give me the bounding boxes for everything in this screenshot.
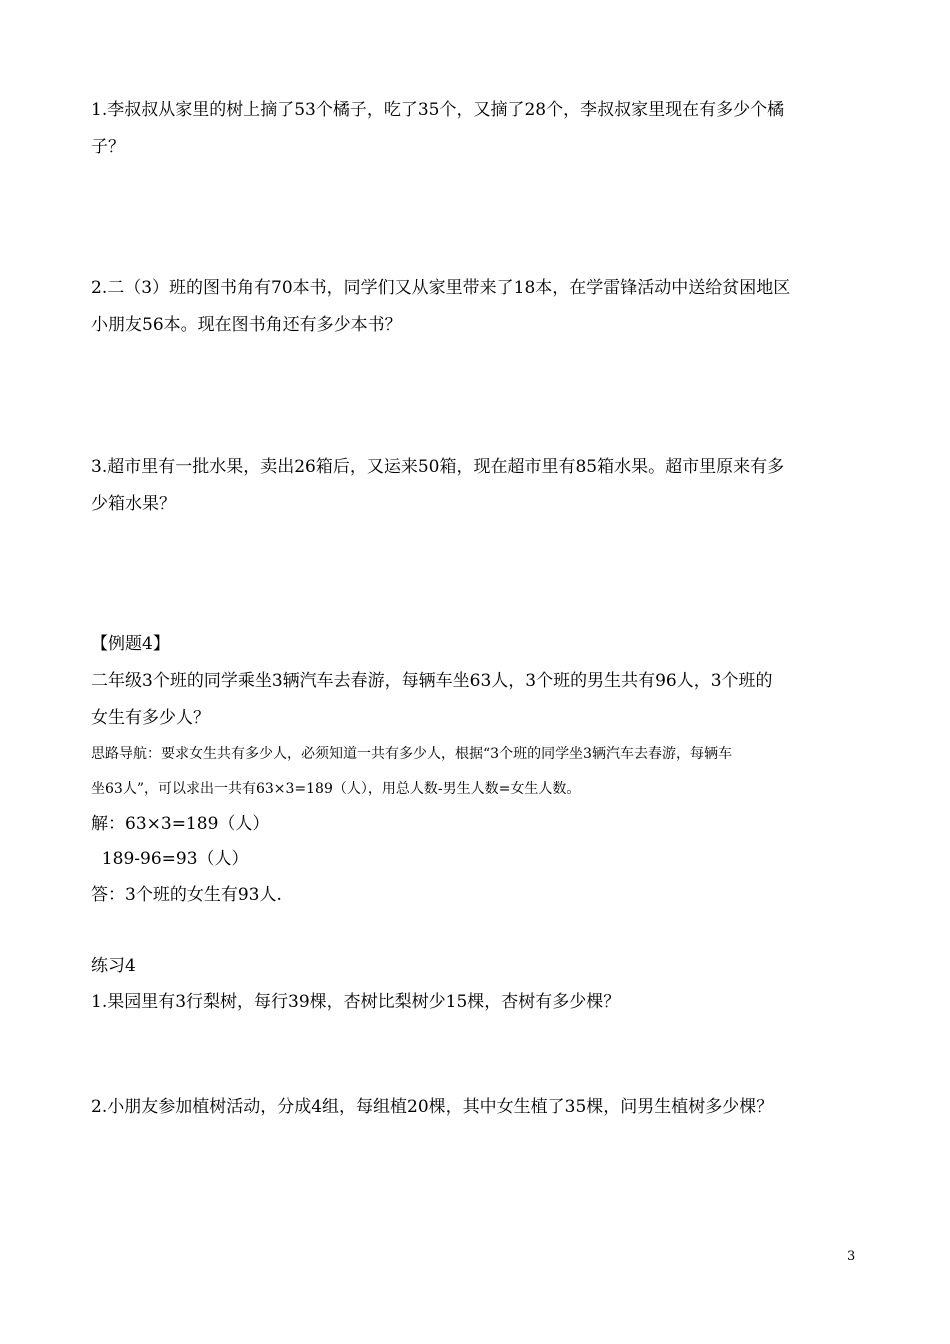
example-answer: 答：3个班的女生有93人. (91, 885, 282, 905)
practice-problem-2: 2.小朋友参加植树活动，分成4组，每组植20棵，其中女生植了35棵，问男生植树多少棵？ (91, 1097, 774, 1117)
example-title: 【例题4】 (91, 634, 170, 654)
problem-2-line-2: 小朋友56本。现在图书角还有多少本书？ (91, 315, 402, 335)
practice-problem-1: 1.果园里有3行梨树，每行39棵，杏树比梨树少15棵，杏树有多少棵？ (91, 992, 621, 1012)
example-hint-line-2: 坐63人”，可以求出一共有63×3=189（人），用总人数-男生人数=女生人数。 (91, 781, 581, 797)
example-question-line-2: 女生有多少人？ (91, 708, 210, 728)
problem-1-line-2: 子？ (91, 137, 125, 157)
problem-3-line-2: 少箱水果？ (91, 494, 176, 514)
example-solution-line-1: 解：63×3=189（人） (91, 814, 270, 834)
example-solution-line-2: 189-96=93（人） (91, 849, 249, 869)
practice-title: 练习4 (91, 956, 136, 976)
example-question-line-1: 二年级3个班的同学乘坐3辆汽车去春游，每辆车坐63人，3个班的男生共有96人，3个班的 (91, 671, 773, 691)
page-number: 3 (847, 1249, 856, 1264)
example-hint-line-1: 思路导航：要求女生共有多少人，必须知道一共有多少人，根据“3个班的同学坐3辆汽车去春游，每辆车 (91, 746, 732, 762)
problem-1-line-1: 1.李叔叔从家里的树上摘了53个橘子，吃了35个，又摘了28个，李叔叔家里现在有多少个橘 (91, 100, 785, 120)
problem-3-line-1: 3.超市里有一批水果，卖出26箱后，又运来50箱，现在超市里有85箱水果。超市里原来有多 (91, 457, 785, 477)
problem-2-line-1: 2.二（3）班的图书角有70本书，同学们又从家里带来了18本，在学雷锋活动中送给贫困地区 (91, 278, 791, 298)
